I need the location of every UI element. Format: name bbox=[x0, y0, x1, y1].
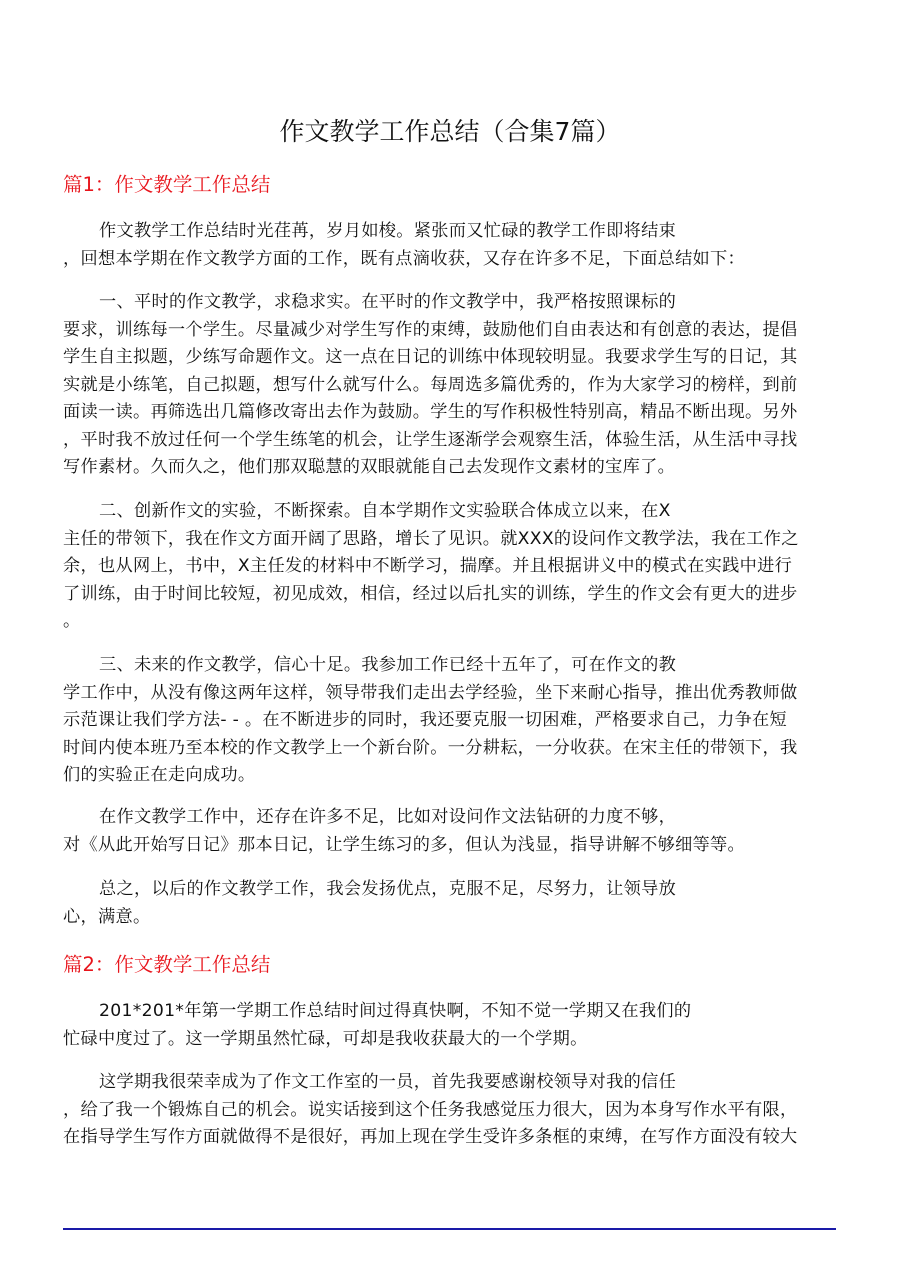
paragraph-line: 了训练，由于时间比较短，初见成效，相信，经过以后扎实的训练，学生的作文会有更大的进步 bbox=[63, 583, 798, 604]
paragraph bbox=[63, 804, 843, 859]
paragraph-line: 要求，训练每一个学生。尽量减少对学生写作的束缚，鼓励他们自由表达和有创意的表达，提倡 bbox=[63, 319, 798, 340]
document-title: 作文教学工作总结（合集7篇） bbox=[279, 117, 621, 146]
paragraph-line: 一、平时的作文教学，求稳求实。在平时的作文教学中，我严格按照课标的 bbox=[99, 292, 677, 312]
paragraph bbox=[63, 498, 843, 636]
paragraph-line: 在作文教学工作中，还存在许多不足，比如对设问作文法钻研的力度不够， bbox=[99, 807, 677, 827]
paragraph-line: 在指导学生写作方面就做得不是很好，再加上现在学生受许多条框的束缚，在写作方面没有较大 bbox=[63, 1127, 798, 1147]
paragraph-line: ，给了我一个锻炼自己的机会。说实话接到这个任务我感觉压力很大，因为本身写作水平有限， bbox=[63, 1099, 798, 1120]
paragraph-line: 余，也从网上，书中，X主任发的材料中不断学习，揣摩。并且根据讲义中的模式在实践中进行 bbox=[63, 556, 793, 576]
paragraph-line: 们的实验正在走向成功。 bbox=[63, 765, 256, 785]
paragraph bbox=[63, 998, 843, 1053]
paragraph-line: 。 bbox=[63, 611, 81, 631]
paragraph-line: 学生自主拟题，少练写命题作文。这一点在日记的训练中体现较明显。我要求学生写的日记，其 bbox=[63, 347, 798, 367]
paragraph-line: 作文教学工作总结时光荏苒，岁月如梭。紧张而又忙碌的教学工作即将结束 bbox=[99, 221, 677, 241]
paragraph-line: ，平时我不放过任何一个学生练笔的机会，让学生逐渐学会观察生活，体验生活，从生活中寻找 bbox=[63, 429, 798, 450]
paragraph-line: 实就是小练笔，自己拟题，想写什么就写什么。每周选多篇优秀的，作为大家学习的榜样，到前 bbox=[63, 374, 798, 395]
paragraph bbox=[63, 1069, 843, 1152]
paragraph-line: ，回想本学期在作文教学方面的工作，既有点滴收获，又存在许多不足，下面总结如下： bbox=[63, 248, 746, 269]
paragraph bbox=[63, 218, 843, 273]
page-footer-rule bbox=[63, 1228, 836, 1230]
paragraph bbox=[63, 652, 843, 790]
paragraph-line: 201*201*年第一学期工作总结时间过得真快啊，不知不觉一学期又在我们的 bbox=[99, 1001, 692, 1021]
paragraph-line: 这学期我很荣幸成为了作文工作室的一员，首先我要感谢校领导对我的信任 bbox=[99, 1072, 677, 1092]
paragraph-line: 面读一读。再筛选出几篇修改寄出去作为鼓励。学生的写作积极性特别高，精品不断出现。另外 bbox=[63, 402, 798, 422]
paragraph bbox=[63, 876, 843, 931]
paragraph-line: 总之，以后的作文教学工作，我会发扬优点，克服不足，尽努力，让领导放 bbox=[99, 879, 677, 899]
paragraph-line: 写作素材。久而久之，他们那双聪慧的双眼就能自己去发现作文素材的宝库了。 bbox=[63, 457, 676, 477]
paragraph-line: 示范课让我们学方法- - 。在不断进步的同时，我还要克服一切困难，严格要求自己，力争在短 bbox=[63, 710, 788, 730]
paragraph-line: 三、未来的作文教学，信心十足。我参加工作已经十五年了，可在作文的教 bbox=[99, 655, 677, 675]
paragraph-line: 学工作中，从没有像这两年这样，领导带我们走出去学经验，坐下来耐心指导，推出优秀教师做 bbox=[63, 682, 798, 703]
paragraph-line: 对《从此开始写日记》那本日记，让学生练习的多，但认为浅显，指导讲解不够细等等。 bbox=[63, 834, 746, 855]
paragraph-line: 心，满意。 bbox=[63, 906, 151, 927]
section-heading: 篇1：作文教学工作总结 bbox=[63, 173, 271, 196]
paragraph-line: 主任的带领下，我在作文方面开阔了思路，增长了见识。就XXX的设问作文教学法，我在工作之 bbox=[63, 528, 799, 549]
paragraph bbox=[63, 289, 843, 482]
paragraph-line: 时间内使本班乃至本校的作文教学上一个新台阶。一分耕耘，一分收获。在宋主任的带领下，我 bbox=[63, 737, 798, 758]
paragraph-line: 二、创新作文的实验，不断探索。自本学期作文实验联合体成立以来，在X bbox=[99, 501, 671, 521]
section-heading: 篇2：作文教学工作总结 bbox=[63, 953, 271, 976]
paragraph-line: 忙碌中度过了。这一学期虽然忙碌，可却是我收获最大的一个学期。 bbox=[63, 1028, 588, 1049]
